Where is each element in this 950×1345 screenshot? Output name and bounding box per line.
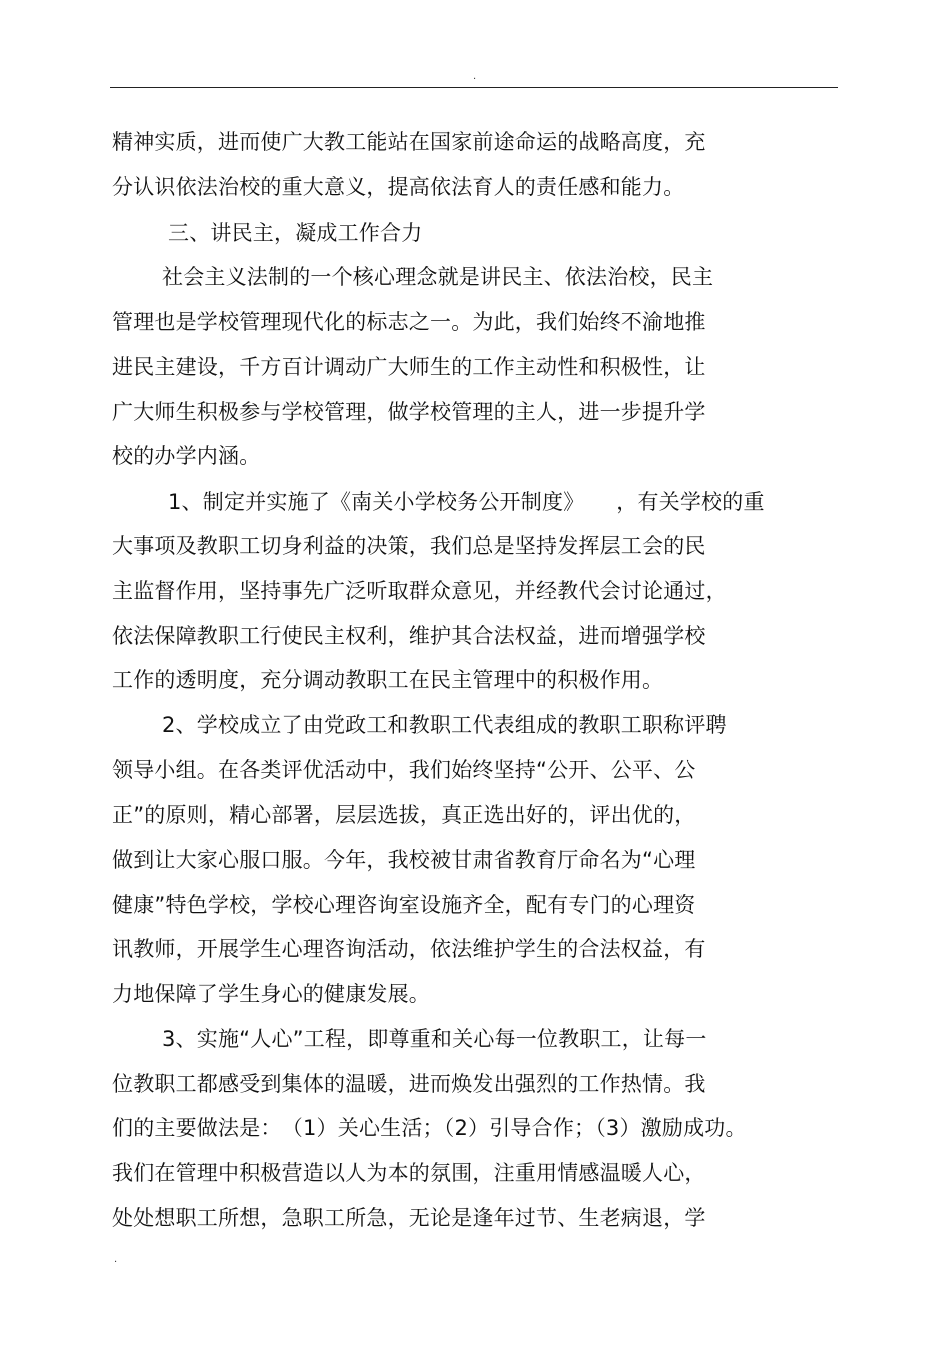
item-1-line-1: 1、制定并实施了《南关小学校务公开制度》 ，有关学校的重: [168, 490, 765, 514]
item-3-line-2: 位教职工都感受到集体的温暖，进而焕发出强烈的工作热情。我: [112, 1072, 706, 1096]
body-line-8: 校的办学内涵。: [112, 444, 261, 468]
item-1-line-4: 依法保障教职工行使民主权利，维护其合法权益，进而增强学校: [112, 624, 706, 648]
item-2-line-3: 正”的原则，精心部署，层层选拔，真正选出好的，评出优的，: [112, 803, 696, 827]
item-1-line-5: 工作的透明度，充分调动教职工在民主管理中的积极作用。: [112, 668, 664, 692]
section-heading: 三、讲民主，凝成工作合力: [168, 221, 423, 245]
item-2-line-1: 2、学校成立了由党政工和教职工代表组成的教职工职称评聘: [162, 713, 727, 737]
item-2-line-7: 力地保障了学生身心的健康发展。: [112, 982, 430, 1006]
page-header-dot: .: [473, 71, 477, 82]
item-3-line-4: 我们在管理中积极营造以人为本的氛围，注重用情感温暖人心，: [112, 1161, 706, 1185]
body-line-5: 管理也是学校管理现代化的标志之一。为此，我们始终不渝地推: [112, 310, 706, 334]
body-line-1: 精神实质，进而使广大教工能站在国家前途命运的战略高度，充: [112, 130, 706, 154]
item-1-line-2: 大事项及教职工切身利益的决策，我们总是坚持发挥层工会的民: [112, 534, 706, 558]
item-2-line-4: 做到让大家心服口服。今年，我校被甘肃省教育厅命名为“心理: [112, 848, 696, 872]
item-2-line-6: 讯教师，开展学生心理咨询活动，依法维护学生的合法权益，有: [112, 937, 706, 961]
item-1-line-3: 主监督作用，坚持事先广泛听取群众意见，并经教代会讨论通过，: [112, 579, 727, 603]
item-3-line-1: 3、实施“人心”工程，即尊重和关心每一位教职工，让每一: [162, 1027, 707, 1051]
item-3-line-3: 们的主要做法是： （1）关心生活；（2）引导合作；（3）激励成功。: [112, 1116, 747, 1140]
body-line-4: 社会主义法制的一个核心理念就是讲民主、依法治校，民主: [162, 265, 714, 289]
body-line-6: 进民主建设，千方百计调动广大师生的工作主动性和积极性，让: [112, 355, 706, 379]
item-3-line-5: 处处想职工所想，急职工所急，无论是逢年过节、生老病退，学: [112, 1206, 706, 1230]
page-footer-dot: .: [114, 1254, 118, 1265]
page-header-rule: [110, 87, 838, 88]
item-2-line-2: 领导小组。在各类评优活动中，我们始终坚持“公开、公平、公: [112, 758, 696, 782]
body-line-2: 分认识依法治校的重大意义，提高依法育人的责任感和能力。: [112, 175, 685, 199]
body-line-7: 广大师生积极参与学校管理，做学校管理的主人，进一步提升学: [112, 400, 706, 424]
item-2-line-5: 健康”特色学校，学校心理咨询室设施齐全，配有专门的心理资: [112, 893, 696, 917]
